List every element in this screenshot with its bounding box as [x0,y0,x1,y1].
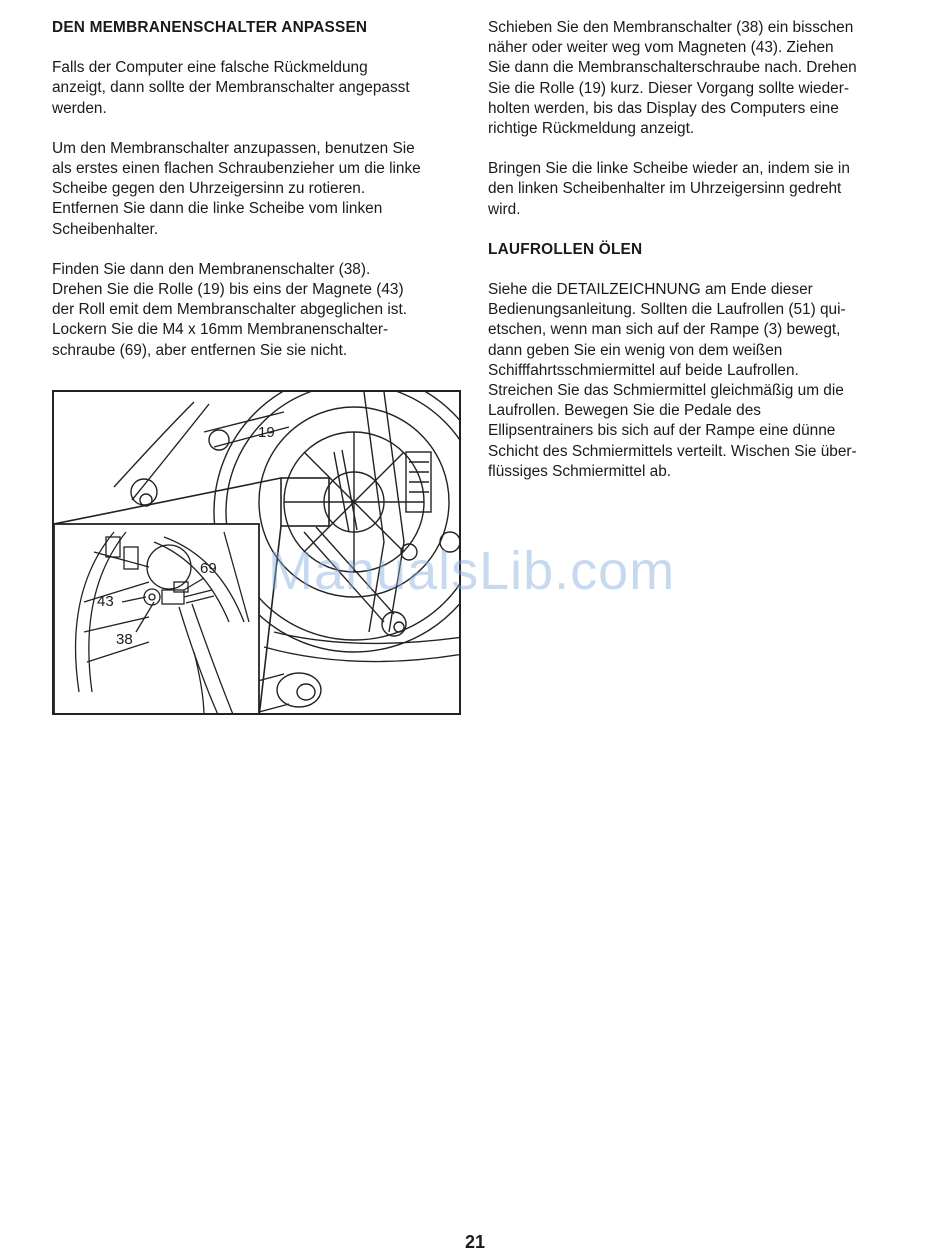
watermark: ManualsLib.com [268,541,676,601]
paragraph: Finden Sie dann den Membranenschalter (38). Drehen Sie die Rolle (19) bis eins der Magnete (43) der Roll emit dem Membranschalter abgeglichen ist. Lockern Sie die M4 x 16mm Membranenschalter- schraube (69), aber entfernen Sie sie nicht. [52,260,407,359]
left-column [52,18,467,381]
paragraph: Schieben Sie den Membranschalter (38) ein bisschen näher oder weiter weg vom Magneten (43). Ziehen Sie dann die Membranschalterschraube nach. Drehen Sie die Rolle (19) kurz. Dieser Vorgang sollte wieder- holten werden, bis das Display des Computers eine richtige Rückmeldung anzeigt. [488,19,857,138]
section-heading-membrane-switch: DEN MEMBRANENSCHALTER ANPASSEN [52,19,368,36]
callout-43-magnet: 43 [97,593,114,610]
paragraph: Um den Membranschalter anzupassen, benutzen Sie als erstes einen flachen Schraubenzieher um die linke Scheibe gegen den Uhrzeigersinn zu rotieren. Entfernen Sie dann die linke Scheibe vom linken Scheibenhalter. [52,139,421,238]
section-heading-lubricate-rollers: LAUFROLLEN ÖLEN [488,240,643,258]
paragraph: Siehe die DETAILZEICHNUNG am Ende dieser Bedienungsanleitung. Sollten die Laufrollen (51) qui- etschen, wenn man sich auf der Rampe (3) bewegt, dann geben Sie ein wenig von dem weißen Schifffahrtsschmiermittel auf beide Laufrollen. Streichen Sie das Schmiermittel gleichmäßig um die Laufrollen. Bewegen Sie die Pedale des Ellipsentrainers bis sich auf der Rampe eine dünne Schicht des Schmiermittels verteilt. Wischen Sie über- flüssiges Schmiermittel ab. [488,281,857,480]
paragraph: Bringen Sie die linke Scheibe wieder an, indem sie in den linken Scheibenhalter im Uhrzeigersinn gedreht wird. [488,160,850,218]
page-number: 21 [464,1232,486,1252]
paragraph: Falls der Computer eine falsche Rückmeldung anzeigt, dann sollte der Membranschalter angepasst werden. [52,59,410,117]
callout-69-screw: 69 [200,560,217,577]
right-column [488,18,903,502]
callout-19-roller: 19 [258,424,275,441]
callout-38-switch: 38 [116,631,133,648]
